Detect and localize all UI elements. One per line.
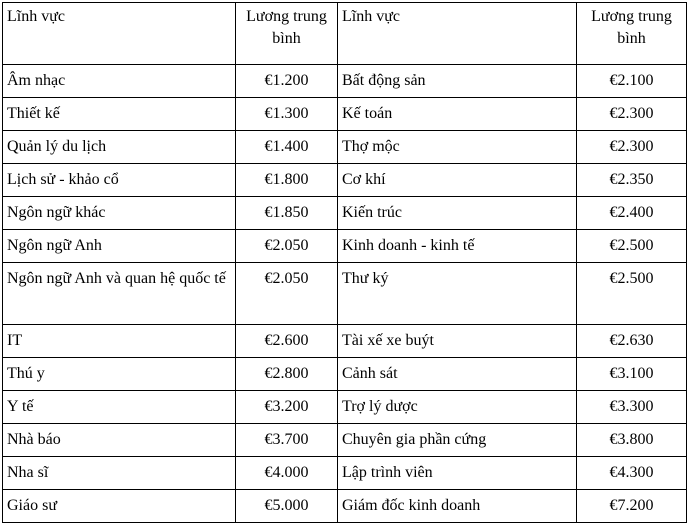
salary-cell: €2.300 [577, 131, 687, 164]
header-row [3, 3, 687, 65]
field-cell: Quản lý du lịch [3, 131, 236, 164]
field-cell: Y tế [3, 391, 236, 424]
field-cell: Ngôn ngữ Anh và quan hệ quốc tế [3, 263, 236, 325]
field-cell: Thợ mộc [338, 131, 577, 164]
salary-cell: €2.600 [236, 325, 338, 358]
field-cell: Chuyên gia phần cứng [338, 424, 577, 457]
table-row [3, 131, 687, 164]
field-cell: Âm nhạc [3, 65, 236, 98]
salary-cell: €7.200 [577, 490, 687, 523]
field-cell: Trợ lý dược [338, 391, 577, 424]
header-field-2: Lĩnh vực [338, 3, 577, 65]
salary-cell: €2.400 [577, 197, 687, 230]
salary-cell: €1.850 [236, 197, 338, 230]
table-row [3, 457, 687, 490]
table-row [3, 391, 687, 424]
field-cell: Thú y [3, 358, 236, 391]
table-row [3, 358, 687, 391]
salary-cell: €1.400 [236, 131, 338, 164]
field-cell: Bất động sản [338, 65, 577, 98]
salary-cell: €3.200 [236, 391, 338, 424]
field-cell: Ngôn ngữ Anh [3, 230, 236, 263]
field-cell: Thiết kế [3, 98, 236, 131]
salary-cell: €1.800 [236, 164, 338, 197]
salary-cell: €2.630 [577, 325, 687, 358]
field-cell: Cảnh sát [338, 358, 577, 391]
header-salary-2: Lương trung bình [577, 3, 687, 65]
table-row [3, 98, 687, 131]
field-cell: Nha sĩ [3, 457, 236, 490]
salary-cell: €3.100 [577, 358, 687, 391]
field-cell: Giám đốc kinh doanh [338, 490, 577, 523]
salary-cell: €2.500 [577, 230, 687, 263]
salary-cell: €3.300 [577, 391, 687, 424]
salary-cell: €5.000 [236, 490, 338, 523]
field-cell: Lập trình viên [338, 457, 577, 490]
salary-table-body [3, 3, 687, 523]
table-row [3, 164, 687, 197]
field-cell: Kinh doanh - kinh tế [338, 230, 577, 263]
field-cell: Tài xế xe buýt [338, 325, 577, 358]
field-cell: Giáo sư [3, 490, 236, 523]
table-row [3, 325, 687, 358]
table-row [3, 424, 687, 457]
salary-cell: €2.350 [577, 164, 687, 197]
salary-cell: €1.300 [236, 98, 338, 131]
salary-cell: €3.800 [577, 424, 687, 457]
salary-cell: €2.500 [577, 263, 687, 325]
field-cell: IT [3, 325, 236, 358]
salary-cell: €2.050 [236, 230, 338, 263]
table-row [3, 197, 687, 230]
salary-cell: €4.000 [236, 457, 338, 490]
table-row [3, 490, 687, 523]
field-cell: Kế toán [338, 98, 577, 131]
field-cell: Kiến trúc [338, 197, 577, 230]
header-salary-1: Lương trung bình [236, 3, 338, 65]
salary-cell: €3.700 [236, 424, 338, 457]
field-cell: Thư ký [338, 263, 577, 325]
field-cell: Nhà báo [3, 424, 236, 457]
field-cell: Lịch sử - khảo cổ [3, 164, 236, 197]
table-row [3, 263, 687, 325]
table-row [3, 230, 687, 263]
salary-cell: €4.300 [577, 457, 687, 490]
salary-table [2, 2, 687, 523]
salary-cell: €2.300 [577, 98, 687, 131]
salary-cell: €2.050 [236, 263, 338, 325]
salary-cell: €2.800 [236, 358, 338, 391]
salary-cell: €1.200 [236, 65, 338, 98]
table-row [3, 65, 687, 98]
header-field-1: Lĩnh vực [3, 3, 236, 65]
field-cell: Cơ khí [338, 164, 577, 197]
field-cell: Ngôn ngữ khác [3, 197, 236, 230]
salary-cell: €2.100 [577, 65, 687, 98]
